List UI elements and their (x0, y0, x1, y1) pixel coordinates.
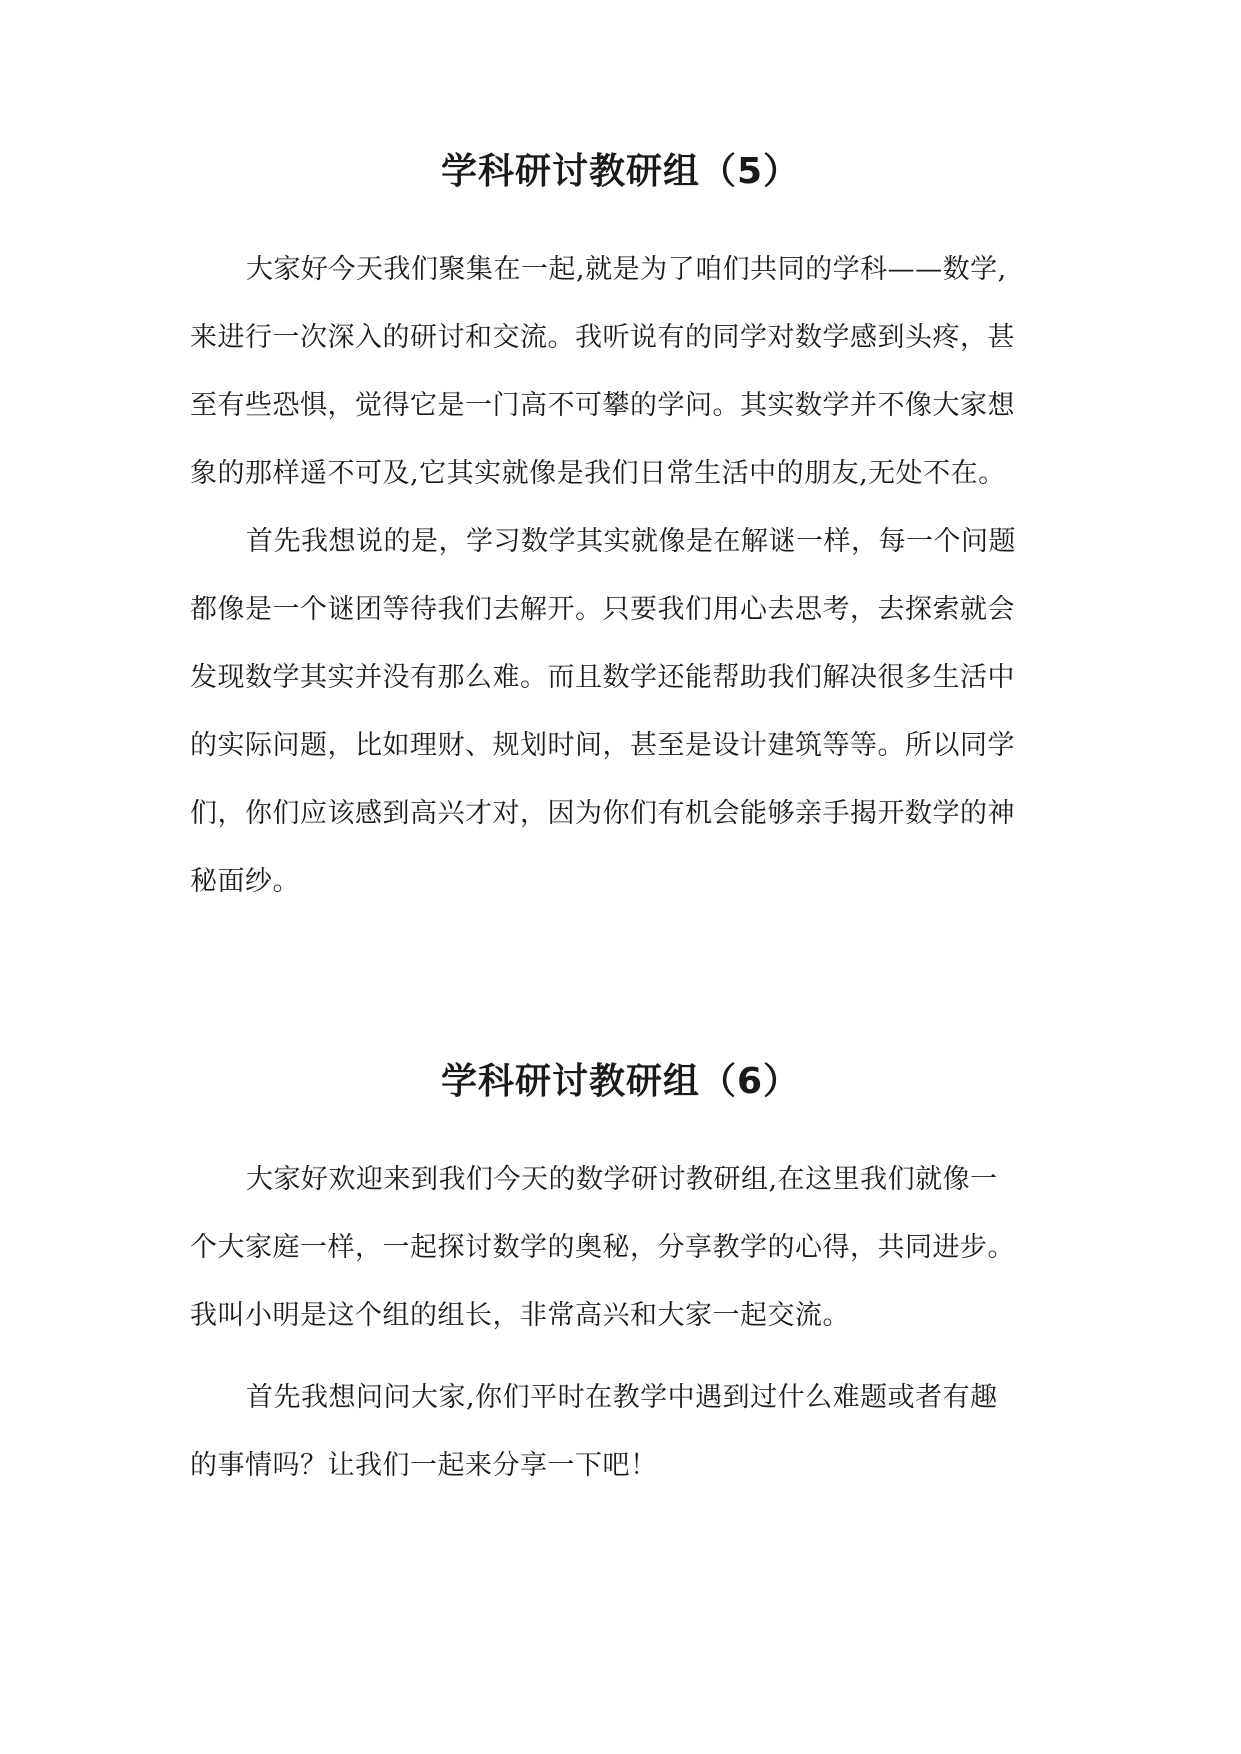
paragraph-line: 们，你们应该感到高兴才对，因为你们有机会能够亲手揭开数学的神 (190, 798, 1015, 829)
paragraph-line: 的事情吗？让我们一起来分享一下吧！ (190, 1450, 658, 1481)
paragraph-line: 大家好欢迎来到我们今天的数学研讨教研组,在这里我们就像一 (246, 1164, 998, 1195)
paragraph-line: 的实际问题，比如理财、规划时间，甚至是设计建筑等等。所以同学 (190, 730, 1015, 761)
paragraph-line: 来进行一次深入的研讨和交流。我听说有的同学对数学感到头疼，甚 (190, 322, 1015, 353)
paragraph-line: 发现数学其实并没有那么难。而且数学还能帮助我们解决很多生活中 (190, 662, 1015, 693)
paragraph-line: 至有些恐惧，觉得它是一门高不可攀的学问。其实数学并不像大家想 (190, 390, 1015, 421)
section-title-6: 学科研讨教研组（6） (440, 1061, 801, 1102)
paragraph-line: 首先我想说的是，学习数学其实就像是在解谜一样，每一个问题 (246, 526, 1016, 557)
paragraph-line: 秘面纱。 (190, 866, 300, 897)
paragraph-line: 首先我想问问大家,你们平时在教学中遇到过什么难题或者有趣 (246, 1382, 998, 1413)
paragraph-line: 个大家庭一样，一起探讨数学的奥秘，分享教学的心得，共同进步。 (190, 1232, 1015, 1263)
paragraph-line: 都像是一个谜团等待我们去解开。只要我们用心去思考，去探索就会 (190, 594, 1015, 625)
section-title-5: 学科研讨教研组（5） (440, 151, 801, 192)
paragraph-line: 象的那样遥不可及,它其实就像是我们日常生活中的朋友,无处不在。 (190, 458, 1006, 489)
paragraph-line: 大家好今天我们聚集在一起,就是为了咱们共同的学科——数学, (246, 254, 1007, 285)
paragraph-line: 我叫小明是这个组的组长，非常高兴和大家一起交流。 (190, 1300, 850, 1331)
